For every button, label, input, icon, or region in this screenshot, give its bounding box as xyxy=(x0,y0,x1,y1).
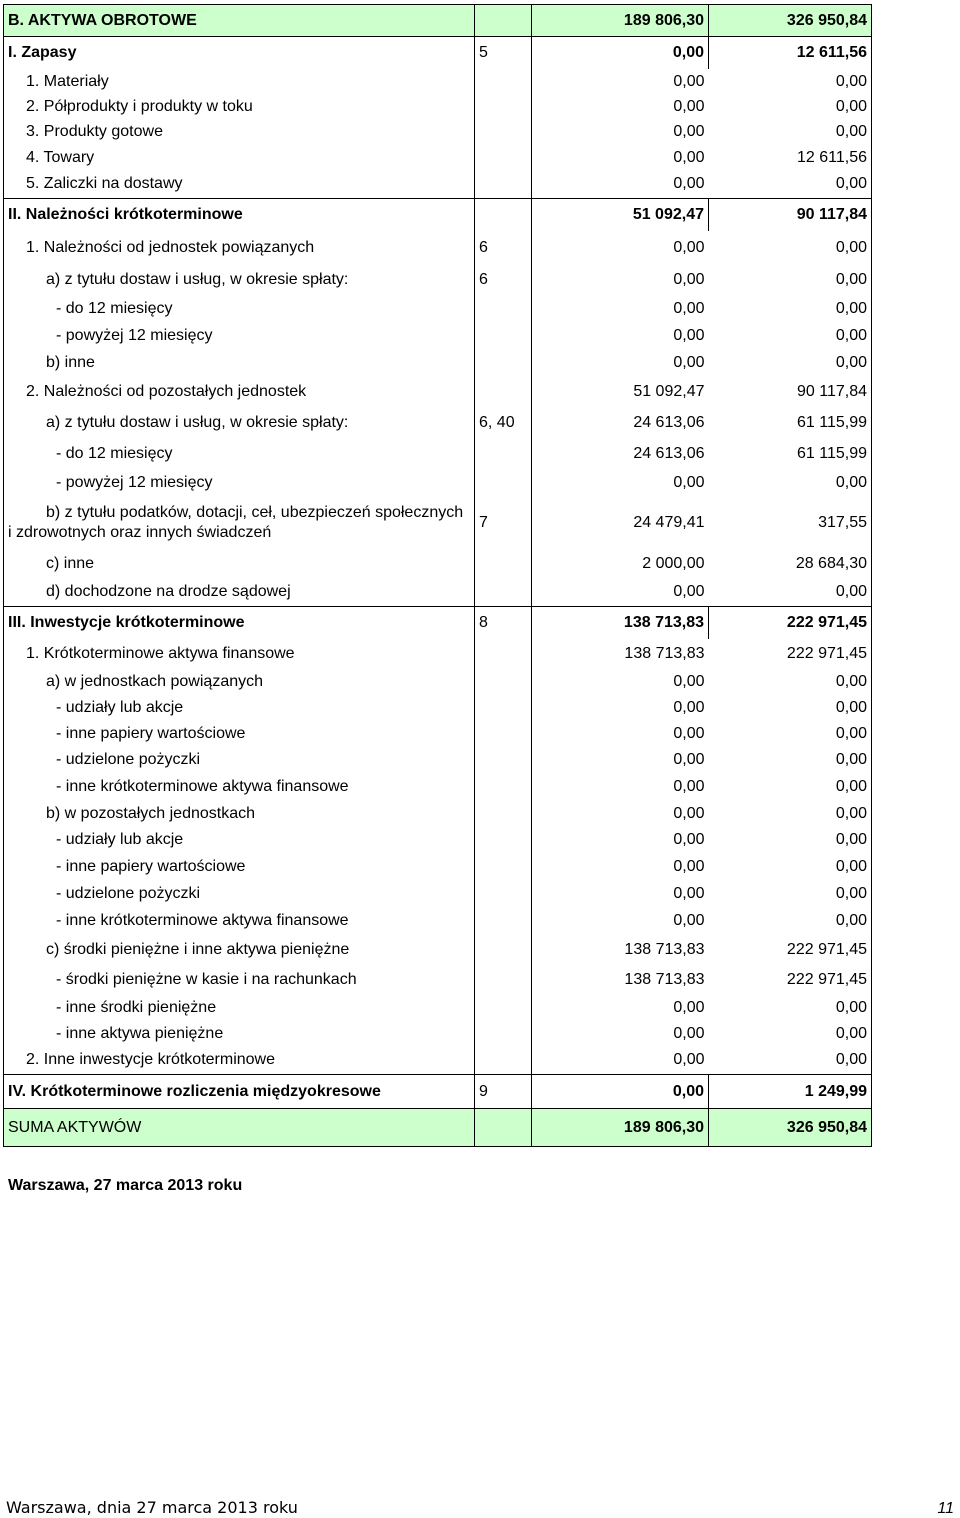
table-row xyxy=(4,773,872,801)
table-row xyxy=(4,497,872,549)
balance-sheet-table xyxy=(3,4,872,1147)
row-label: 3. Produkty gotowe xyxy=(4,119,475,145)
row-note-number xyxy=(475,695,532,721)
table-row xyxy=(4,965,872,995)
row-value-previous: 0,00 xyxy=(709,995,872,1021)
table-row xyxy=(4,1075,872,1109)
row-note-number xyxy=(475,119,532,145)
row-label: - udzielone pożyczki xyxy=(4,881,475,907)
row-value-current: 0,00 xyxy=(532,827,709,853)
row-value-previous: 0,00 xyxy=(709,469,872,497)
row-value-current: 0,00 xyxy=(532,881,709,907)
row-value-current: 0,00 xyxy=(532,801,709,827)
row-value-previous: 90 117,84 xyxy=(709,377,872,407)
table-row xyxy=(4,695,872,721)
row-label: 2. Półprodukty i produkty w toku xyxy=(4,95,475,119)
row-label: - inne środki pieniężne xyxy=(4,995,475,1021)
row-value-current: 0,00 xyxy=(532,773,709,801)
row-note-number: 6 xyxy=(475,231,532,265)
table-row xyxy=(4,37,872,69)
row-note-number xyxy=(475,377,532,407)
table-row xyxy=(4,295,872,323)
row-label: SUMA AKTYWÓW xyxy=(4,1109,475,1147)
row-label: 5. Zaliczki na dostawy xyxy=(4,171,475,199)
row-note-number xyxy=(475,881,532,907)
row-value-previous: 0,00 xyxy=(709,69,872,95)
row-value-previous: 0,00 xyxy=(709,231,872,265)
row-value-current: 51 092,47 xyxy=(532,377,709,407)
row-label: c) inne xyxy=(4,549,475,579)
row-value-previous: 1 249,99 xyxy=(709,1075,872,1109)
row-note-number xyxy=(475,295,532,323)
row-label: - powyżej 12 miesięcy xyxy=(4,323,475,349)
row-note-number xyxy=(475,853,532,881)
row-value-current: 138 713,83 xyxy=(532,639,709,669)
row-value-current: 0,00 xyxy=(532,579,709,607)
row-value-previous: 0,00 xyxy=(709,171,872,199)
row-value-current: 0,00 xyxy=(532,995,709,1021)
row-label: - do 12 miesięcy xyxy=(4,295,475,323)
row-value-current: 0,00 xyxy=(532,323,709,349)
row-note-number: 7 xyxy=(475,497,532,549)
table-row xyxy=(4,881,872,907)
table-row xyxy=(4,747,872,773)
row-value-current: 0,00 xyxy=(532,295,709,323)
row-note-number xyxy=(475,773,532,801)
row-label: - inne krótkoterminowe aktywa finansowe xyxy=(4,907,475,935)
row-value-previous: 0,00 xyxy=(709,295,872,323)
row-value-current: 189 806,30 xyxy=(532,1109,709,1147)
row-value-previous: 0,00 xyxy=(709,265,872,295)
row-value-previous: 0,00 xyxy=(709,907,872,935)
row-label: 2. Inne inwestycje krótkoterminowe xyxy=(4,1047,475,1075)
row-value-current: 0,00 xyxy=(532,907,709,935)
row-note-number: 5 xyxy=(475,37,532,69)
row-value-previous: 0,00 xyxy=(709,119,872,145)
row-note-number xyxy=(475,69,532,95)
signature-place-date: Warszawa, 27 marca 2013 roku xyxy=(8,1177,243,1194)
row-value-previous: 222 971,45 xyxy=(709,965,872,995)
row-value-current: 0,00 xyxy=(532,695,709,721)
table-row xyxy=(4,1109,872,1147)
row-value-previous: 12 611,56 xyxy=(709,145,872,171)
row-label: - udzielone pożyczki xyxy=(4,747,475,773)
table-row xyxy=(4,607,872,639)
table-row xyxy=(4,549,872,579)
row-label: - do 12 miesięcy xyxy=(4,439,475,469)
row-note-number xyxy=(475,199,532,231)
row-note-number xyxy=(475,995,532,1021)
table-row xyxy=(4,639,872,669)
row-label: IV. Krótkoterminowe rozliczenia międzyokresowe xyxy=(4,1075,475,1109)
row-value-current: 0,00 xyxy=(532,1047,709,1075)
row-value-current: 0,00 xyxy=(532,669,709,695)
row-label: a) w jednostkach powiązanych xyxy=(4,669,475,695)
row-value-current: 0,00 xyxy=(532,265,709,295)
row-note-number xyxy=(475,469,532,497)
row-label: a) z tytułu dostaw i usług, w okresie spłaty: xyxy=(4,265,475,295)
row-label: d) dochodzone na drodze sądowej xyxy=(4,579,475,607)
table-row xyxy=(4,669,872,695)
row-note-number xyxy=(475,639,532,669)
row-note-number xyxy=(475,965,532,995)
row-value-current: 138 713,83 xyxy=(532,965,709,995)
row-value-previous: 0,00 xyxy=(709,721,872,747)
table-row xyxy=(4,1021,872,1047)
row-value-previous: 0,00 xyxy=(709,1021,872,1047)
row-value-previous: 0,00 xyxy=(709,773,872,801)
row-value-previous: 326 950,84 xyxy=(709,5,872,37)
row-note-number xyxy=(475,935,532,965)
row-value-previous: 61 115,99 xyxy=(709,407,872,439)
row-value-current: 24 479,41 xyxy=(532,497,709,549)
row-value-current: 24 613,06 xyxy=(532,407,709,439)
row-note-number: 9 xyxy=(475,1075,532,1109)
table-row xyxy=(4,853,872,881)
row-value-current: 51 092,47 xyxy=(532,199,709,231)
row-label: b) w pozostałych jednostkach xyxy=(4,801,475,827)
row-note-number xyxy=(475,1109,532,1147)
row-label: 1. Krótkoterminowe aktywa finansowe xyxy=(4,639,475,669)
row-value-current: 0,00 xyxy=(532,1075,709,1109)
row-value-previous: 28 684,30 xyxy=(709,549,872,579)
row-label: 1. Materiały xyxy=(4,69,475,95)
row-value-current: 0,00 xyxy=(532,1021,709,1047)
row-note-number xyxy=(475,827,532,853)
table-row xyxy=(4,145,872,171)
row-note-number xyxy=(475,549,532,579)
table-row xyxy=(4,579,872,607)
row-note-number xyxy=(475,669,532,695)
row-value-previous: 222 971,45 xyxy=(709,935,872,965)
row-value-previous: 0,00 xyxy=(709,747,872,773)
row-label: - udziały lub akcje xyxy=(4,827,475,853)
row-note-number xyxy=(475,5,532,37)
row-value-current: 189 806,30 xyxy=(532,5,709,37)
row-value-previous: 0,00 xyxy=(709,695,872,721)
table-row xyxy=(4,439,872,469)
row-value-previous: 0,00 xyxy=(709,323,872,349)
row-note-number xyxy=(475,801,532,827)
row-label: b) inne xyxy=(4,349,475,377)
row-value-current: 138 713,83 xyxy=(532,607,709,639)
row-value-current: 0,00 xyxy=(532,721,709,747)
row-label: - inne aktywa pieniężne xyxy=(4,1021,475,1047)
row-label: - udziały lub akcje xyxy=(4,695,475,721)
row-value-previous: 0,00 xyxy=(709,579,872,607)
row-note-number xyxy=(475,349,532,377)
row-label: II. Należności krótkoterminowe xyxy=(4,199,475,231)
row-label: c) środki pieniężne i inne aktywa pieniężne xyxy=(4,935,475,965)
table-row xyxy=(4,907,872,935)
row-label: III. Inwestycje krótkoterminowe xyxy=(4,607,475,639)
row-value-current: 0,00 xyxy=(532,69,709,95)
row-value-current: 0,00 xyxy=(532,171,709,199)
row-label: b) z tytułu podatków, dotacji, ceł, ubezpieczeń społecznych i zdrowotnych oraz innych świadczeń xyxy=(4,497,475,549)
table-row xyxy=(4,935,872,965)
table-row xyxy=(4,995,872,1021)
table-row xyxy=(4,721,872,747)
row-note-number xyxy=(475,323,532,349)
table-row xyxy=(4,171,872,199)
row-note-number xyxy=(475,747,532,773)
row-value-previous: 12 611,56 xyxy=(709,37,872,69)
row-label: - powyżej 12 miesięcy xyxy=(4,469,475,497)
row-note-number xyxy=(475,439,532,469)
row-label: - inne krótkoterminowe aktywa finansowe xyxy=(4,773,475,801)
row-value-current: 2 000,00 xyxy=(532,549,709,579)
row-value-previous: 90 117,84 xyxy=(709,199,872,231)
row-note-number xyxy=(475,171,532,199)
row-value-current: 0,00 xyxy=(532,95,709,119)
row-note-number xyxy=(475,1047,532,1075)
row-value-previous: 0,00 xyxy=(709,853,872,881)
row-value-previous: 0,00 xyxy=(709,801,872,827)
row-label: - inne papiery wartościowe xyxy=(4,853,475,881)
table-row xyxy=(4,469,872,497)
table-row xyxy=(4,1047,872,1075)
table-row xyxy=(4,5,872,37)
row-value-previous: 0,00 xyxy=(709,95,872,119)
row-value-previous: 0,00 xyxy=(709,669,872,695)
row-value-current: 0,00 xyxy=(532,231,709,265)
row-note-number xyxy=(475,721,532,747)
table-row xyxy=(4,349,872,377)
table-row xyxy=(4,801,872,827)
table-row xyxy=(4,231,872,265)
row-value-previous: 0,00 xyxy=(709,349,872,377)
footer-place-date: Warszawa, dnia 27 marca 2013 roku xyxy=(6,1498,298,1517)
row-value-current: 0,00 xyxy=(532,853,709,881)
row-value-current: 0,00 xyxy=(532,145,709,171)
row-value-previous: 222 971,45 xyxy=(709,639,872,669)
row-label: 4. Towary xyxy=(4,145,475,171)
row-note-number xyxy=(475,95,532,119)
row-value-current: 0,00 xyxy=(532,747,709,773)
row-value-previous: 317,55 xyxy=(709,497,872,549)
row-value-current: 138 713,83 xyxy=(532,935,709,965)
table-row xyxy=(4,377,872,407)
row-note-number xyxy=(475,1021,532,1047)
row-value-current: 0,00 xyxy=(532,349,709,377)
row-note-number xyxy=(475,907,532,935)
row-note-number: 6 xyxy=(475,265,532,295)
row-label: B. AKTYWA OBROTOWE xyxy=(4,5,475,37)
table-row xyxy=(4,265,872,295)
table-row xyxy=(4,323,872,349)
row-label: - inne papiery wartościowe xyxy=(4,721,475,747)
row-value-current: 24 613,06 xyxy=(532,439,709,469)
table-row xyxy=(4,95,872,119)
row-label: a) z tytułu dostaw i usług, w okresie spłaty: xyxy=(4,407,475,439)
table-row xyxy=(4,199,872,231)
row-note-number xyxy=(475,579,532,607)
table-row xyxy=(4,827,872,853)
row-value-current: 0,00 xyxy=(532,469,709,497)
row-value-previous: 0,00 xyxy=(709,827,872,853)
row-label: I. Zapasy xyxy=(4,37,475,69)
row-value-previous: 61 115,99 xyxy=(709,439,872,469)
row-label: 2. Należności od pozostałych jednostek xyxy=(4,377,475,407)
page-number: 11 xyxy=(937,1500,954,1517)
row-note-number: 8 xyxy=(475,607,532,639)
row-value-previous: 222 971,45 xyxy=(709,607,872,639)
row-label: - środki pieniężne w kasie i na rachunkach xyxy=(4,965,475,995)
row-label: 1. Należności od jednostek powiązanych xyxy=(4,231,475,265)
row-note-number xyxy=(475,145,532,171)
row-value-current: 0,00 xyxy=(532,37,709,69)
row-note-number: 6, 40 xyxy=(475,407,532,439)
row-value-previous: 326 950,84 xyxy=(709,1109,872,1147)
table-row xyxy=(4,69,872,95)
table-row xyxy=(4,119,872,145)
row-value-previous: 0,00 xyxy=(709,881,872,907)
row-value-current: 0,00 xyxy=(532,119,709,145)
row-value-previous: 0,00 xyxy=(709,1047,872,1075)
table-row xyxy=(4,407,872,439)
